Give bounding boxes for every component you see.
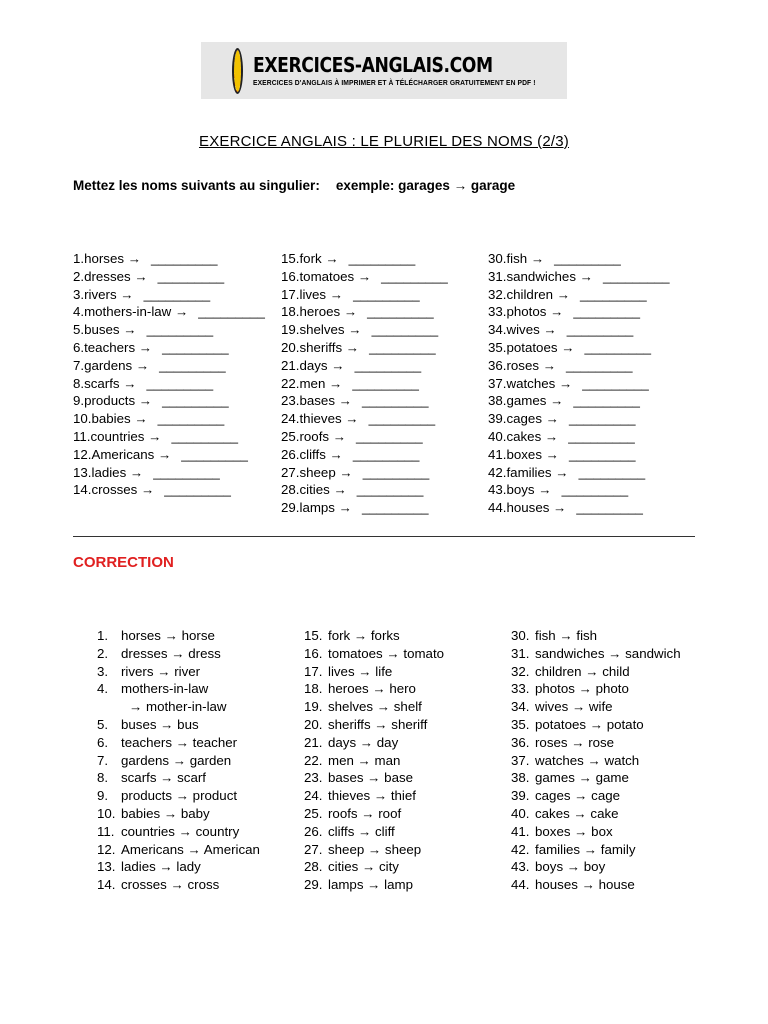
answer-number: 31. [511,645,530,661]
answer-text: cages → cage [535,788,621,804]
answer-number: 16. [304,645,323,661]
answer-item [304,734,444,752]
exercise-word: 16.tomatoes → [281,268,372,284]
answer-text: men → man [328,752,401,768]
answer-item [304,841,444,859]
answer-item [511,841,681,859]
exercise-item [73,321,265,339]
exercise-item [281,268,448,286]
answer-text: cities → city [328,859,399,875]
answer-text: babies → baby [121,805,210,821]
answer-text: days → day [328,734,399,750]
answer-blank: _________ [356,482,424,498]
exercise-item [488,392,670,410]
answer-number: 1. [97,628,109,643]
section-divider [73,536,695,537]
answer-item [511,823,681,841]
brand [253,54,567,87]
answer-number: 3. [97,663,109,679]
exercise-word: 37.watches → [488,375,573,391]
answer-text: products → product [121,788,238,804]
answer-blank: _________ [573,304,640,320]
answer-item [511,769,681,787]
answer-item [304,769,444,787]
exercise-word: 32.children → [488,286,571,302]
answer-text: roofs → roof [328,805,402,821]
answer-item [511,680,681,698]
answer-number: 6. [97,734,109,750]
exercise-item [73,268,265,286]
answer-item [511,858,681,876]
answer-text: families → family [535,841,636,857]
answer-item [304,752,444,770]
exercise-word: 15.fork → [281,251,339,266]
answer-blank: _________ [584,339,652,355]
answer-item [511,734,681,752]
exercise-word: 30.fish → [488,251,545,266]
answer-item [511,645,681,663]
exercise-word: 44.houses → [488,500,567,516]
answer-text: buses → bus [121,716,199,732]
exercise-item [281,410,448,428]
answer-number: 37. [511,752,530,768]
answer-blank: _________ [368,411,436,427]
example-text: exemple: garages → garage [335,178,516,193]
answer-blank: _________ [153,464,220,480]
answer-text: bases → base [328,770,414,786]
answer-blank: _________ [157,411,225,427]
answer-number: 10. [97,805,116,821]
answer-item [511,627,681,645]
answer-item [511,787,681,805]
exercise-item [488,375,670,393]
exercise-item [281,392,448,410]
answer-number: 25. [304,805,323,821]
exercise-item [73,375,265,393]
answer-text: mothers-in-law [121,681,209,697]
exercise-item [281,339,448,357]
exercise-item [488,339,670,357]
answer-blank: _________ [568,411,636,427]
answer-item [304,663,444,681]
answer-number: 27. [304,841,323,857]
answer-item [304,716,444,734]
exercise-item [73,303,265,321]
exercise-word: 36.roses → [488,357,556,373]
answer-blank: _________ [151,251,218,266]
exercise-item [488,321,670,339]
answer-text: horses → horse [121,628,215,643]
answer-item [304,645,444,663]
brand-tagline: EXERCICES D'ANGLAIS À IMPRIMER ET À TÉLÉCHARGER GRATUITEMENT EN PDF ! [253,78,536,87]
answer-item [511,698,681,716]
exercise-item [73,286,265,304]
answer-blank: _________ [146,322,214,338]
exercise-word: 4.mothers-in-law → [73,304,189,320]
answer-item [304,680,444,698]
answer-number: 19. [304,699,323,715]
answer-blank: _________ [582,375,649,391]
answer-text: fish → fish [535,628,598,643]
answer-text: countries → country [121,823,240,839]
exercise-item [488,410,670,428]
exercise-word: 31.sandwiches → [488,268,593,284]
answer-text: sheep → sheep [328,841,422,857]
answer-number: 30. [511,628,530,643]
exercise-word: 19.shelves → [281,322,362,338]
answer-number: 12. [97,841,116,857]
exercise-item [488,357,670,375]
answer-blank: _________ [566,357,633,373]
exercise-item [281,250,448,268]
exercise-item [73,339,265,357]
instruction-line [73,178,515,193]
exercise-item [73,357,265,375]
page-title: EXERCICE ANGLAIS : LE PLURIEL DES NOMS (2/3) [198,133,570,150]
answer-text: sheriffs → sheriff [328,716,428,732]
answer-text: lives → life [328,663,393,679]
answer-number: 5. [97,716,109,732]
answer-text: dresses → dress [121,645,221,661]
answer-blank: _________ [367,304,434,320]
answer-text: houses → house [535,877,635,893]
answer-text: photos → photo [535,681,629,697]
answer-item [511,876,681,894]
exercise-word: 3.rivers → [73,286,134,302]
answer-number: 36. [511,734,530,750]
answer-number: 35. [511,716,530,732]
exercise-item [281,499,448,517]
answer-item [511,752,681,770]
exercise-word: 1.horses → [73,251,141,266]
answer-text: ladies → lady [121,859,201,875]
answer-item [97,627,260,645]
answer-blank: _________ [181,446,248,462]
answer-text: tomatoes → tomato [328,645,445,661]
answer-text: children → child [535,663,630,679]
exercise-word: 25.roofs → [281,428,347,444]
answer-text: potatoes → potato [535,716,644,732]
exercise-item [281,321,448,339]
answer-item [97,645,260,663]
answer-number: 33. [511,681,530,697]
answer-number: 14. [97,877,116,893]
exercise-item [281,286,448,304]
answer-number: 38. [511,770,530,786]
answer-item [97,698,260,716]
exercise-item [488,286,670,304]
answer-number: 20. [304,716,323,732]
exercise-item [281,428,448,446]
exercise-item [281,446,448,464]
answer-item [97,787,260,805]
exercise-word: 13.ladies → [73,464,144,480]
exercise-item [281,481,448,499]
exercise-word: 35.potatoes → [488,339,575,355]
exercise-word: 39.cages → [488,411,559,427]
answer-item [97,769,260,787]
answer-text: heroes → hero [328,681,416,697]
exercise-word: 14.crosses → [73,482,155,498]
exercise-item [488,303,670,321]
exercise-item [488,250,670,268]
answer-blank: _________ [362,464,430,480]
answer-text: fork → forks [328,628,400,643]
answer-item [97,876,260,894]
brand-name: EXERCICES-ANGLAIS.COM [253,53,493,77]
exercise-word: 20.sheriffs → [281,339,360,355]
answer-number: 9. [97,788,109,804]
answer-blank: _________ [361,500,429,516]
answer-blank: _________ [356,428,423,444]
answer-blank: _________ [371,322,439,338]
answer-text: scarfs → scarf [121,770,206,786]
answer-blank: _________ [353,286,420,302]
answer-number: 24. [304,788,323,804]
exercise-item [488,428,670,446]
exercise-word: 34.wives → [488,322,557,338]
exercise-item [73,410,265,428]
answer-number: 17. [304,663,323,679]
answer-blank: _________ [164,482,231,498]
answer-number: 23. [304,770,323,786]
answer-text: teachers → teacher [121,734,238,750]
answer-blank: _________ [554,251,621,266]
answer-text: shelves → shelf [328,699,422,715]
exercise-item [488,268,670,286]
answer-blank: _________ [578,464,646,480]
answer-blank: _________ [561,482,629,498]
exercise-word: 24.thieves → [281,411,359,427]
exercise-item [281,375,448,393]
answer-blank: _________ [171,428,239,444]
answer-item [511,716,681,734]
answer-blank: _________ [602,268,670,284]
answer-item [304,627,444,645]
answer-number: 4. [97,681,109,697]
answer-blank: _________ [576,500,643,516]
answer-number: 13. [97,859,116,875]
exercise-item [281,357,448,375]
exercise-item [73,446,265,464]
answer-number: 39. [511,788,530,804]
answer-item [97,858,260,876]
answer-text: → mother-in-law [129,699,227,715]
answer-number: 40. [511,805,530,821]
answer-number: 21. [304,734,323,750]
answer-item [97,716,260,734]
answer-blank: _________ [352,375,419,391]
exercise-word: 21.days → [281,357,345,373]
exercise-word: 29.lamps → [281,500,352,516]
answer-blank: _________ [369,339,436,355]
answer-text: Americans → American [121,841,260,857]
answer-number: 22. [304,752,323,768]
exercise-item [73,464,265,482]
answer-item [97,663,260,681]
exercise-word: 10.babies → [73,411,148,427]
exercise-word: 8.scarfs → [73,375,137,391]
exercise-word: 23.bases → [281,393,352,409]
exercise-item [73,428,265,446]
exercise-item [73,481,265,499]
answer-item [97,823,260,841]
exercise-word: 43.boys → [488,482,552,498]
us-uk-flag-seal-icon [232,48,243,94]
answer-blank: _________ [348,251,416,266]
answer-text: rivers → river [121,663,201,679]
answer-blank: _________ [580,286,647,302]
exercise-word: 7.gardens → [73,357,150,373]
answer-number: 29. [304,877,323,893]
answer-number: 32. [511,663,530,679]
exercise-word: 28.cities → [281,482,347,498]
answer-item [304,823,444,841]
answer-number: 42. [511,841,530,857]
exercise-word: 22.men → [281,375,343,391]
exercise-word: 42.families → [488,464,569,480]
answer-item [97,734,260,752]
answer-number: 18. [304,681,323,697]
exercise-item [488,481,670,499]
answer-number: 28. [304,859,323,875]
answer-text: wives → wife [535,699,613,715]
exercise-word: 26.cliffs → [281,446,343,462]
answer-blank: _________ [159,357,226,373]
answer-text: boxes → box [535,823,613,839]
answer-number: 11. [97,823,115,839]
answer-blank: _________ [566,322,634,338]
answer-blank: _________ [146,375,214,391]
answer-blank: _________ [361,393,429,409]
answer-item [511,663,681,681]
answer-number: 34. [511,699,530,715]
answer-item [511,805,681,823]
answer-blank: _________ [573,393,640,409]
exercise-column-2 [281,250,448,517]
answer-blank: _________ [162,393,229,409]
answer-column-1 [97,627,260,894]
exercise-column-1 [73,250,265,499]
answer-item [304,805,444,823]
answer-text: watches → watch [535,752,640,768]
exercise-word: 12.Americans → [73,446,172,462]
answer-number: 26. [304,823,323,839]
answer-number: 41. [511,823,530,839]
exercise-word: 5.buses → [73,322,137,338]
correction-heading: CORRECTION [73,554,174,571]
answer-item [97,752,260,770]
answer-blank: _________ [162,339,229,355]
answer-text: boys → boy [535,859,606,875]
answer-number: 44. [511,877,530,893]
answer-blank: _________ [143,286,211,302]
exercise-word: 18.heroes → [281,304,358,320]
exercise-word: 38.games → [488,393,564,409]
answer-number: 43. [511,859,530,875]
answer-number: 15. [304,628,323,643]
answer-text: games → game [535,770,629,786]
exercise-word: 33.photos → [488,304,564,320]
answer-item [97,805,260,823]
answer-blank: _________ [568,428,635,444]
answer-blank: _________ [354,357,422,373]
exercise-word: 17.lives → [281,286,344,302]
answer-item [304,698,444,716]
answer-item [304,858,444,876]
answer-text: sandwiches → sandwich [535,645,681,661]
answer-blank: _________ [198,304,265,320]
answer-column-3 [511,627,681,894]
answer-item [97,680,260,698]
exercise-item [73,392,265,410]
answer-number: 7. [97,752,109,768]
answer-column-2 [304,627,444,894]
exercise-word: 40.cakes → [488,428,559,444]
answer-text: cliffs → cliff [328,823,395,839]
answer-text: lamps → lamp [328,877,413,893]
exercise-item [488,464,670,482]
answer-text: thieves → thief [328,788,416,804]
exercise-word: 9.products → [73,393,153,409]
exercise-word: 2.dresses → [73,268,148,284]
answer-text: cakes → cake [535,805,619,821]
exercise-word: 11.countries → [73,428,162,444]
exercise-column-3 [488,250,670,517]
exercise-item [73,250,265,268]
answer-blank: _________ [352,446,420,462]
answer-number: 8. [97,770,109,786]
instruction-text: Mettez les noms suivants au singulier: [73,178,320,193]
exercise-item [281,464,448,482]
answer-number [97,698,121,716]
answer-blank: _________ [157,268,225,284]
exercise-word: 6.teachers → [73,339,153,355]
exercise-item [281,303,448,321]
answer-blank: _________ [568,446,636,462]
exercise-word: 27.sheep → [281,464,353,480]
exercise-item [488,446,670,464]
site-banner [201,42,567,99]
answer-blank: _________ [381,268,448,284]
answer-item [304,876,444,894]
answer-item [97,841,260,859]
answer-text: crosses → cross [121,877,220,893]
answer-number: 2. [97,645,109,661]
answer-item [304,787,444,805]
exercise-item [488,499,670,517]
answer-text: gardens → garden [121,752,232,768]
exercise-word: 41.boxes → [488,446,559,462]
answer-text: roses → rose [535,734,615,750]
